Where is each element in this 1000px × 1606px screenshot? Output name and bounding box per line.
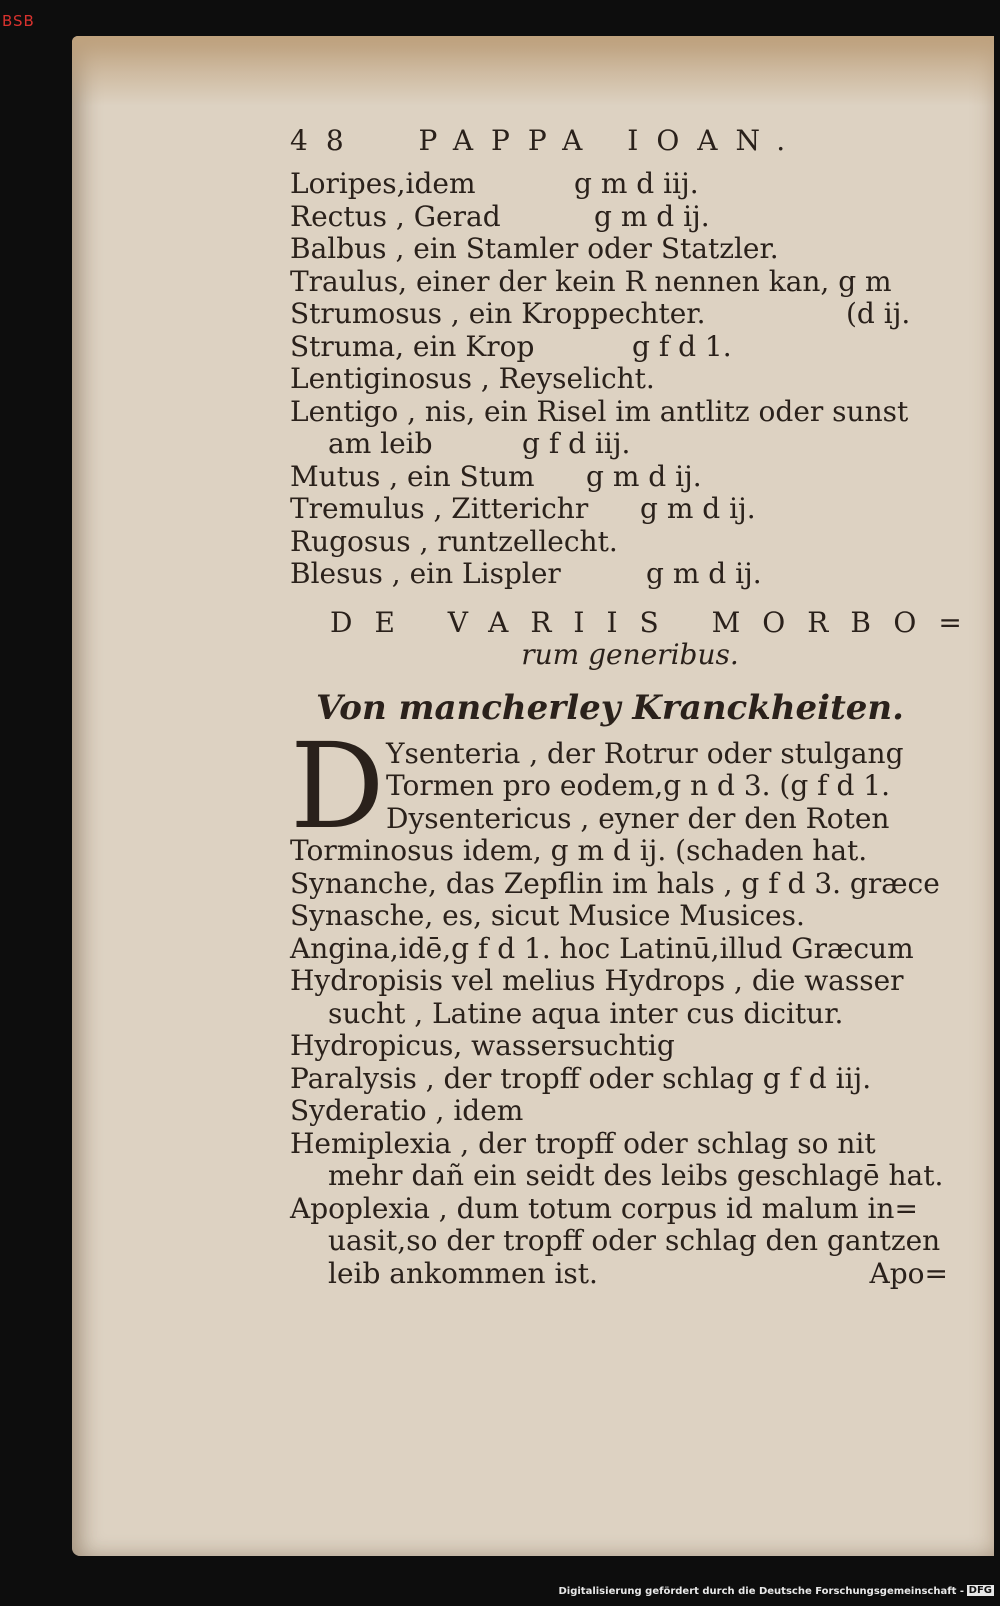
entry-line: Apoplexia , dum totum corpus id malum in= [290,1191,918,1225]
entry-line: uasit,so der tropff oder schlag den gantzen [328,1224,941,1257]
entry-line: Blesus , ein Lispler g m d ij. [290,557,762,590]
entry-line: Hydropisis vel melius Hydrops , die wasser [290,964,904,997]
entry-line: Rugosus , runtzellecht. [290,524,618,558]
page-text [290,114,984,1290]
entry-line: Balbus , ein Stamler oder Statzler. [290,232,779,265]
entry-line: Angina,idē,g f d 1. hoc Latinū,illud Græcum [290,931,914,965]
entry-line: Syderatio , idem [290,1094,524,1127]
entry-line: Struma, ein Krop g f d 1. [290,329,732,363]
entry-line: am leib g f d iij. [328,427,631,460]
section-subtitle: rum generibus. [521,638,739,671]
entry-line: Traulus, einer der kein R nennen kan, g m [290,264,892,298]
entry-line: Loripes,idem g m d iij. [290,167,699,200]
entry-line: Rectus , Gerad g m d ij. [290,199,710,233]
book-page [72,36,994,1556]
entry-line: Dysentericus , eyner der den Roten [386,801,890,835]
entry-line: Ysenteria , der Rotrur oder stulgang [386,736,904,770]
section-title: DE VARIIS MORBO= [330,605,984,639]
entry-line: Torminosus idem, g m d ij. (schaden hat. [290,834,868,867]
dfg-logo: DFG [968,1585,992,1596]
catchword: Apo= [869,1256,948,1290]
entry-list-body [290,716,948,1291]
entry-line: sucht , Latine aqua inter cus dicitur. [328,996,844,1030]
entry-list-top [290,168,930,591]
entry-line: Strumosus , ein Kroppechter. (d ij. [290,297,911,330]
entry-line: leib ankommen ist. Apo= [328,1256,948,1290]
entry-line: mehr dañ ein seidt des leibs geschlagē hat. [328,1159,944,1192]
drop-capital: D [290,716,385,855]
entry-line: Tormen pro eodem,g n d 3. (g f d 1. [386,769,890,802]
running-title: PAPPA IOAN. [418,124,804,157]
running-head [290,114,930,168]
page-number: 48 [290,124,362,157]
entry-line: Synanche, das Zepflin im hals , g f d 3. græce [290,866,940,900]
footer-credit: Digitalisierung gefördert durch die Deutsche Forschungsgemeinschaft - [558,1586,964,1597]
entry-line: Hemiplexia , der tropff oder schlag so nit [290,1126,876,1160]
entry-line: Hydropicus, wassersuchtig [290,1029,675,1062]
entry-line: Tremulus , Zitterichr g m d ij. [290,492,756,525]
german-heading: Von mancherley Kranckheiten. [316,687,904,728]
entry-line: Paralysis , der tropff oder schlag g f d iij. [290,1061,872,1095]
entry-line: Mutus , ein Stum g m d ij. [290,459,702,493]
entry-line: Lentiginosus , Reyselicht. [290,362,655,395]
entry-line: Synasche, es, sicut Musice Musices. [290,899,805,932]
entry-line: Lentigo , nis, ein Risel im antlitz oder sunst [290,394,909,428]
library-mark: BSB [2,12,35,30]
